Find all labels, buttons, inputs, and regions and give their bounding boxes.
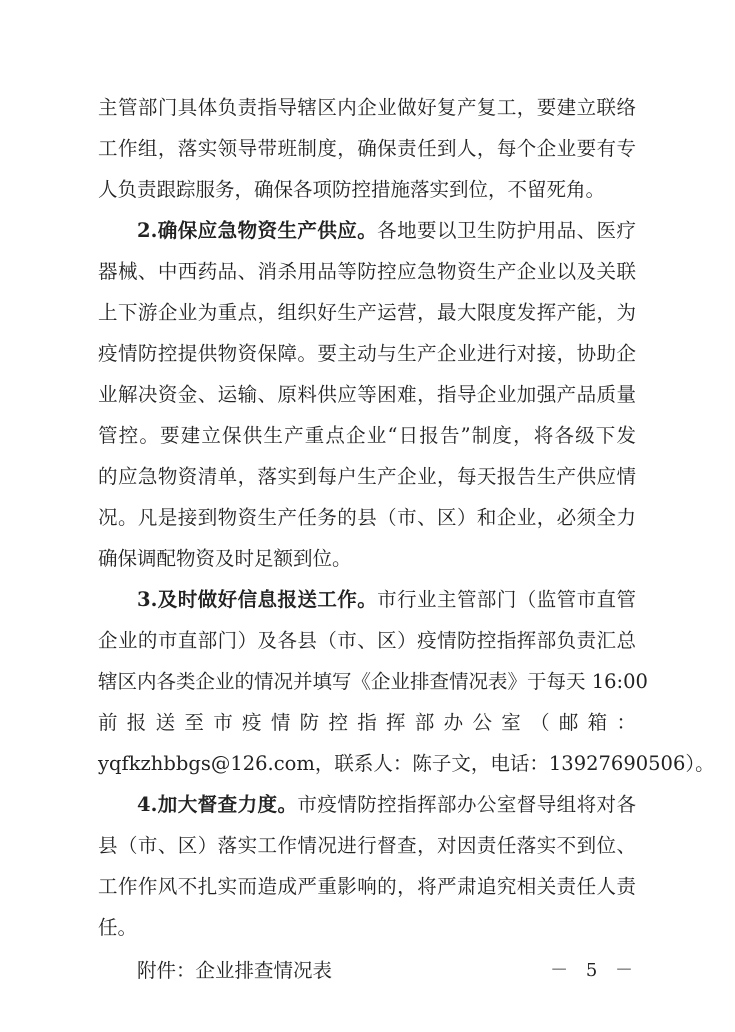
paragraph-line: 工作作风不扎实而造成严重影响的，将严肃追究相关责任人责 xyxy=(98,875,636,898)
paragraph-line: 县（市、区）落实工作情况进行督查，对因责任落实不到位、 xyxy=(98,834,636,857)
paragraph-line: 确保调配物资及时足额到位。 xyxy=(98,547,352,570)
paragraph-line: 企业的市直部门）及各县（市、区）疫情防控指挥部负责汇总 xyxy=(98,629,636,652)
paragraph-line: 疫情防控提供物资保障。要主动与生产企业进行对接，协助企 xyxy=(98,342,636,365)
paragraph-line: 器械、中西药品、消杀用品等防控应急物资生产企业以及关联 xyxy=(98,260,636,283)
paragraph-first-line xyxy=(137,211,636,251)
paragraph-line: 辖区内各类企业的情况并填写《企业排查情况表》于每天 16:00 xyxy=(98,670,648,693)
paragraph-first-line xyxy=(137,580,636,620)
paragraph-line: 工作组，落实领导带班制度，确保责任到人，每个企业要有专 xyxy=(98,137,636,160)
paragraph-text: 市行业主管部门（监管市直管 xyxy=(377,588,636,611)
paragraph-line: 的应急物资清单，落实到每户生产企业，每天报告生产供应情 xyxy=(98,465,636,488)
attachment-line: 附件：企业排查情况表 xyxy=(137,959,333,982)
paragraph-line: 管控。要建立保供生产重点企业“日报告”制度，将各级下发 xyxy=(98,424,636,447)
paragraph-text: 市疫情防控指挥部办公室督导组将对各 xyxy=(297,793,636,816)
paragraph-line: 前报送至市疫情防控指挥部办公室（邮箱： xyxy=(98,711,636,734)
paragraph-line: 任。 xyxy=(98,916,138,939)
section-heading-4: 4.加大督查力度。 xyxy=(137,793,298,816)
paragraph-line: 上下游企业为重点，组织好生产运营，最大限度发挥产能，为 xyxy=(98,301,636,324)
paragraph-line: 况。凡是接到物资生产任务的县（市、区）和企业，必须全力 xyxy=(98,506,636,529)
section-heading-2: 2.确保应急物资生产供应。 xyxy=(137,219,378,242)
paragraph-text: 各地要以卫生防护用品、医疗 xyxy=(377,219,636,242)
paragraph-line: yqfkzhbbgs@126.com，联系人：陈子文，电话：13927690506）。 xyxy=(98,752,715,775)
paragraph-first-line xyxy=(137,785,636,825)
paragraph-line: 业解决资金、运输、原料供应等困难，指导企业加强产品质量 xyxy=(98,383,636,406)
section-heading-3: 3.及时做好信息报送工作。 xyxy=(137,588,378,611)
page-number: － 5 － xyxy=(550,960,639,981)
paragraph-line: 人负责跟踪服务，确保各项防控措施落实到位，不留死角。 xyxy=(98,178,606,201)
paragraph-line: 主管部门具体负责指导辖区内企业做好复产复工，要建立联络 xyxy=(98,96,636,119)
